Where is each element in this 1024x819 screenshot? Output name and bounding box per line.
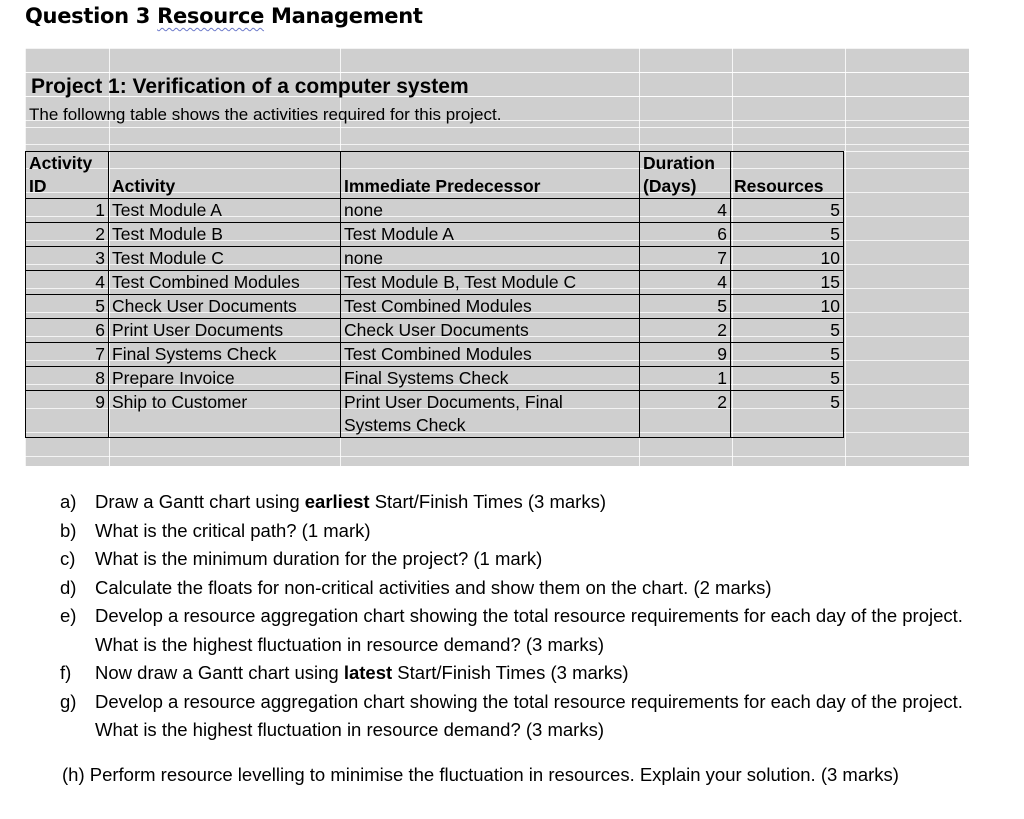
question-g [60, 688, 1010, 745]
table-row [26, 343, 844, 367]
table-row [26, 295, 844, 319]
question-label: e) [60, 605, 77, 626]
table-row [26, 367, 844, 391]
question-label: b) [60, 519, 77, 541]
cell-duration: 4 [640, 199, 731, 223]
table-row [26, 199, 844, 223]
cell-duration: 6 [640, 223, 731, 247]
cell-resources: 5 [731, 391, 844, 438]
question-label: g) [60, 690, 77, 712]
cell-id: 1 [26, 199, 109, 223]
cell-id: 8 [26, 367, 109, 391]
activity-table [25, 151, 844, 438]
cell-id: 2 [26, 223, 109, 247]
cell-duration: 2 [640, 319, 731, 343]
header-resources: Resources [731, 152, 844, 199]
cell-activity: Check User Documents [109, 295, 341, 319]
cell-resources: 5 [731, 199, 844, 223]
question-c [60, 545, 1010, 574]
cell-duration: 1 [640, 367, 731, 391]
question-label: a) [60, 491, 77, 512]
cell-resources: 5 [731, 319, 844, 343]
project-title: Project 1: Verification of a computer system [31, 75, 469, 98]
cell-activity: Test Module C [109, 247, 341, 271]
cell-id: 7 [26, 343, 109, 367]
header-activity: Activity [109, 152, 341, 199]
cell-activity: Ship to Customer [109, 391, 341, 438]
project-subtitle: The followng table shows the activities required for this project. [29, 105, 502, 124]
cell-activity: Print User Documents [109, 319, 341, 343]
question-list [60, 488, 1010, 745]
table-row [26, 247, 844, 271]
cell-resources: 5 [731, 223, 844, 247]
question-text: What is the minimum duration for the project? (1 mark) [95, 548, 543, 569]
cell-predecessor: Final Systems Check [341, 367, 640, 391]
cell-duration: 2 [640, 391, 731, 438]
question-h: (h) Perform resource levelling to minimise the fluctuation in resources. Explain your solution. (3 marks) [62, 764, 899, 785]
cell-predecessor: none [341, 247, 640, 271]
question-label: c) [60, 548, 76, 569]
cell-activity: Test Module B [109, 223, 341, 247]
cell-id: 3 [26, 247, 109, 271]
cell-predecessor: none [341, 199, 640, 223]
question-text: Develop a resource aggregation chart showing the total resource requirements for each day of the project. What is the highest fluctuation in resource demand? (3 marks) [95, 605, 963, 655]
question-text: Develop a resource aggregation chart showing the total resource requirements for each day of the project. What is the highest fluctuation in resource demand? (3 marks) [95, 690, 963, 740]
question-a: a) Draw a Gantt chart using earliest Start/Finish Times (3 marks) [60, 488, 1010, 517]
table-row [26, 223, 844, 247]
cell-activity: Test Combined Modules [109, 271, 341, 295]
cell-id: 6 [26, 319, 109, 343]
heading-prefix: Question 3 [25, 4, 158, 28]
cell-predecessor: Test Module A [341, 223, 640, 247]
cell-duration: 5 [640, 295, 731, 319]
cell-predecessor: Test Module B, Test Module C [341, 271, 640, 295]
cell-activity: Test Module A [109, 199, 341, 223]
cell-id: 5 [26, 295, 109, 319]
cell-predecessor: Test Combined Modules [341, 343, 640, 367]
cell-id: 4 [26, 271, 109, 295]
heading-suffix: Management [264, 4, 423, 28]
question-text: What is the critical path? (1 mark) [95, 519, 371, 541]
cell-resources: 10 [731, 247, 844, 271]
cell-resources: 5 [731, 367, 844, 391]
cell-activity: Prepare Invoice [109, 367, 341, 391]
header-predecessor: Immediate Predecessor [341, 152, 640, 199]
cell-activity: Final Systems Check [109, 343, 341, 367]
cell-predecessor: Test Combined Modules [341, 295, 640, 319]
cell-id: 9 [26, 391, 109, 438]
cell-duration: 7 [640, 247, 731, 271]
question-heading [25, 4, 423, 28]
question-e [60, 602, 1010, 659]
question-label: d) [60, 576, 77, 598]
cell-duration: 9 [640, 343, 731, 367]
cell-predecessor: Print User Documents, Final Systems Check [341, 391, 640, 438]
cell-duration: 4 [640, 271, 731, 295]
question-b [60, 517, 1010, 546]
question-label: f) [60, 662, 72, 683]
header-duration: Duration (Days) [640, 152, 731, 199]
table-header-row [26, 152, 844, 199]
question-d [60, 574, 1010, 603]
table-row [26, 391, 844, 438]
cell-predecessor: Check User Documents [341, 319, 640, 343]
table-row [26, 319, 844, 343]
question-text: Calculate the floats for non-critical activities and show them on the chart. (2 marks) [95, 576, 772, 598]
cell-resources: 10 [731, 295, 844, 319]
cell-resources: 5 [731, 343, 844, 367]
cell-resources: 15 [731, 271, 844, 295]
question-f: f) Now draw a Gantt chart using latest Start/Finish Times (3 marks) [60, 659, 1010, 688]
header-activity-id: Activity ID [26, 152, 109, 199]
heading-underlined-word: Resource [157, 4, 265, 28]
table-row [26, 271, 844, 295]
